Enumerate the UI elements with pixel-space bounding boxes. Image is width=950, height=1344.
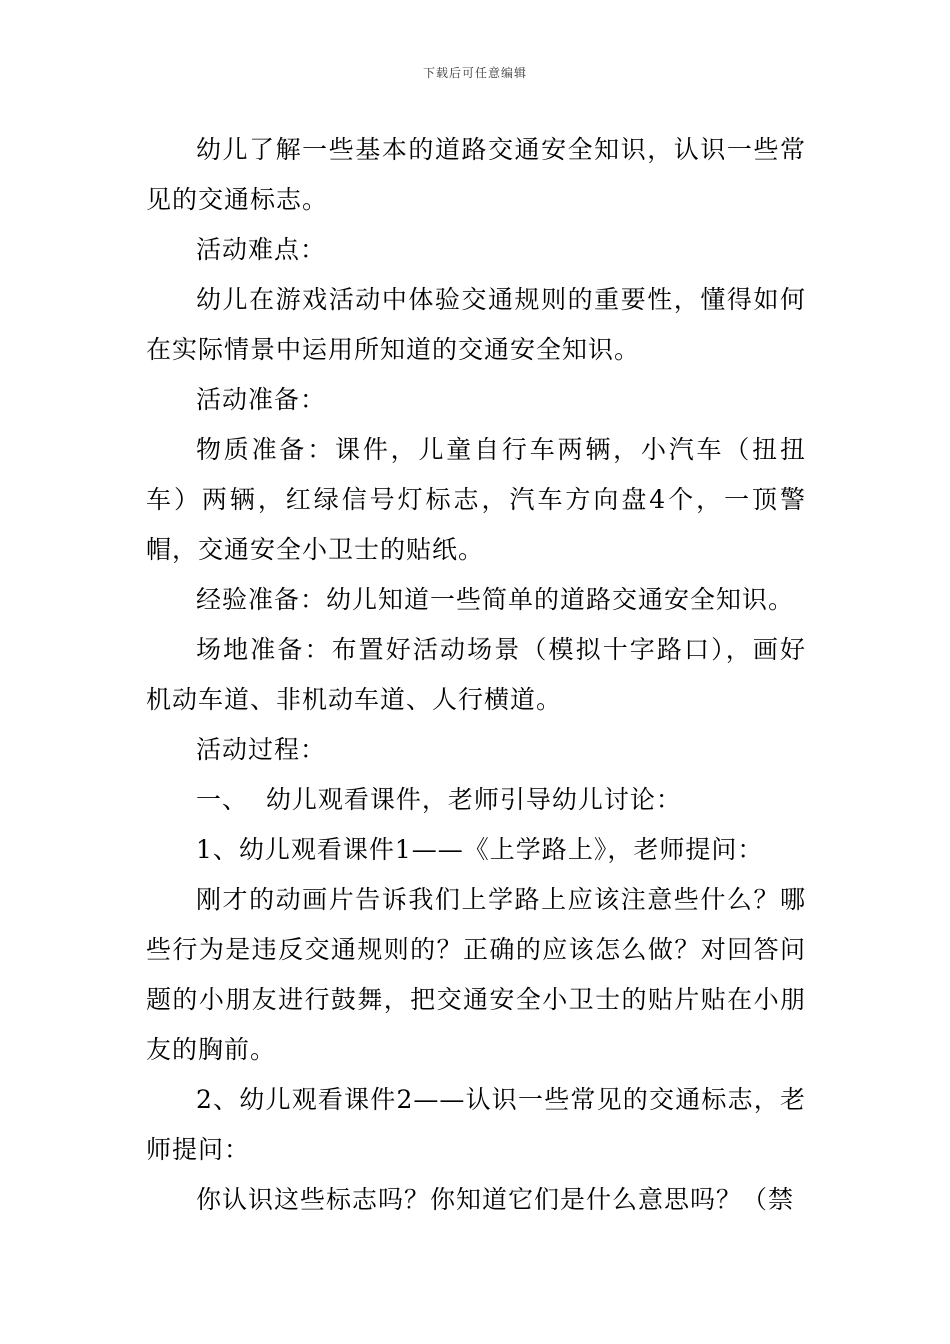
paragraph-difficulty: 幼儿在游戏活动中体验交通规则的重要性，懂得如何在实际情景中运用所知道的交通安全知识。: [146, 285, 806, 364]
heading-preparation: 活动准备：: [196, 385, 327, 414]
paragraph-courseware-1: 1、幼儿观看课件1——《上学路上》，老师提问：: [196, 835, 764, 864]
paragraph-venue-prep: 场地准备：布置好活动场景（模拟十字路口），画好机动车道、非机动车道、人行横道。: [146, 635, 806, 714]
paragraph-goal: 幼儿了解一些基本的道路交通安全知识，认识一些常见的交通标志。: [146, 135, 806, 214]
paragraph-courseware-2: 2、幼儿观看课件2——认识一些常见的交通标志，老师提问：: [146, 1085, 806, 1164]
document-body: [146, 125, 806, 1225]
paragraph-questions-2: 你认识这些标志吗？你知道它们是什么意思吗？（禁: [196, 1185, 795, 1214]
heading-difficulty: 活动难点：: [196, 235, 327, 264]
paragraph-experience-prep: 经验准备：幼儿知道一些简单的道路交通安全知识。: [196, 585, 795, 614]
heading-step-one: 一、 幼儿观看课件，老师引导幼儿讨论：: [196, 785, 682, 814]
page-header-note: 下载后可任意编辑: [422, 66, 527, 80]
heading-process: 活动过程：: [196, 735, 327, 764]
paragraph-material-prep: 物质准备：课件，儿童自行车两辆，小汽车（扭扭车）两辆，红绿信号灯标志，汽车方向盘4个，一顶警帽，交通安全小卫士的贴纸。: [146, 435, 806, 564]
paragraph-questions-1: 刚才的动画片告诉我们上学路上应该注意些什么？哪些行为是违反交通规则的？正确的应该怎么做？对回答问题的小朋友进行鼓舞，把交通安全小卫士的贴片贴在小朋友的胸前。: [146, 885, 806, 1064]
